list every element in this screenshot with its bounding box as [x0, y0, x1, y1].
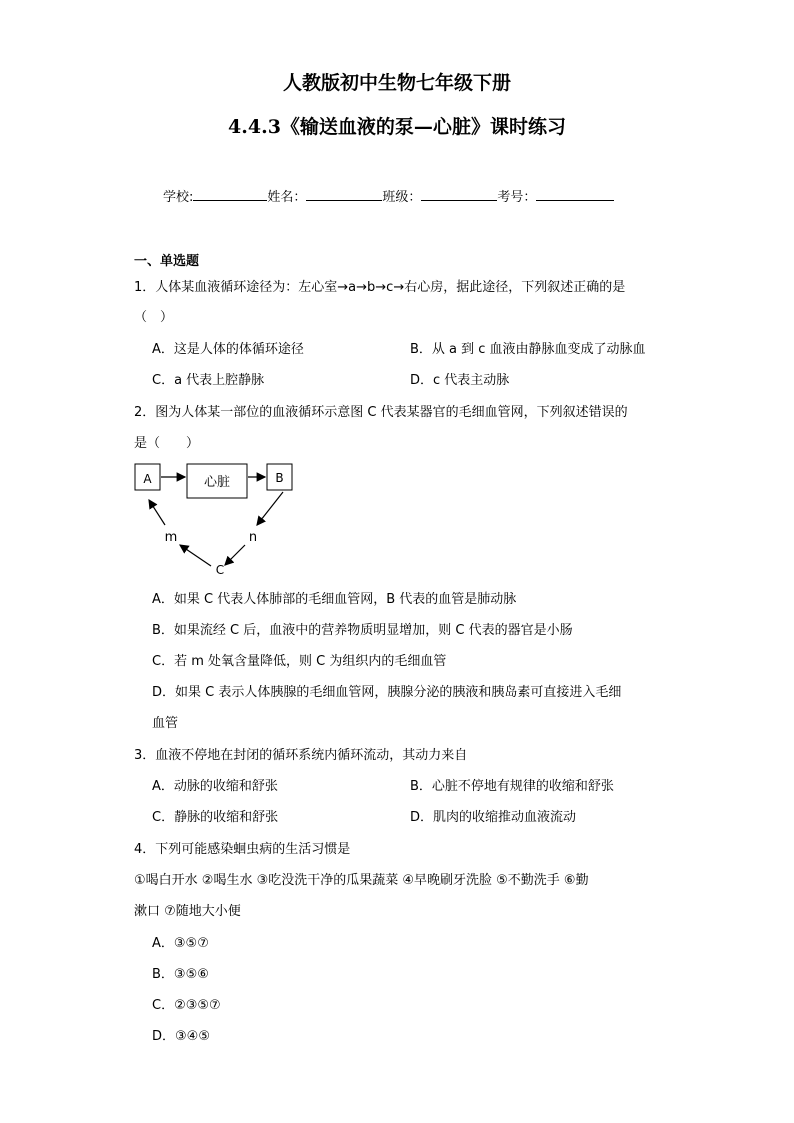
q2-option-d: D．如果 C 表示人体胰腺的毛细血管网，胰腺分泌的胰液和胰岛素可直接进入毛细 [152, 685, 622, 700]
section-heading: 一、单选题 [134, 254, 200, 269]
q2-option-a: A．如果 C 代表人体肺部的毛细血管网，B 代表的血管是肺动脉 [152, 592, 517, 607]
q3-stem: 3．血液不停地在封闭的循环系统内循环流动，其动力来自 [134, 748, 468, 763]
q3-option-b: B．心脏不停地有规律的收缩和舒张 [410, 779, 614, 794]
box-b-label: B [275, 471, 284, 485]
q4-habits-cont: 漱口 ⑦随地大小便 [134, 904, 241, 919]
school-label: 学校: [163, 190, 194, 205]
exam-no-blank[interactable] [536, 186, 614, 201]
q2-option-d-cont: 血管 [152, 716, 179, 731]
q2-stem-cont: 是（ ） [134, 436, 200, 451]
arrow-m-a [149, 500, 165, 525]
page-title: 人教版初中生物七年级下册 [282, 72, 511, 94]
q1-option-d: D．c 代表主动脉 [410, 373, 510, 388]
q4-option-d: D．③④⑤ [152, 1029, 210, 1044]
q3-option-c: C．静脉的收缩和舒张 [152, 810, 279, 825]
q1-option-a: A．这是人体的体循环途径 [152, 342, 304, 357]
arrow-b-n [257, 492, 283, 525]
q3-option-a: A．动脉的收缩和舒张 [152, 779, 278, 794]
q1-option-b: B．从 a 到 c 血液由静脉血变成了动脉血 [410, 342, 646, 357]
q4-stem: 4．下列可能感染蛔虫病的生活习惯是 [134, 842, 351, 857]
class-blank[interactable] [421, 186, 497, 201]
student-info-line [163, 186, 614, 205]
arrow-c-m [180, 545, 211, 566]
q1-stem-cont: （ ） [134, 310, 174, 325]
q4-habits: ①喝白开水 ②喝生水 ③吃没洗干净的瓜果蔬菜 ④早晚刷牙洗脸 ⑤不勤洗手 ⑥勤 [134, 873, 589, 888]
page-subtitle: 4.4.3《输送血液的泵—心脏》课时练习 [228, 116, 566, 138]
label-n: n [248, 530, 258, 545]
q2-option-b: B．如果流经 C 后，血液中的营养物质明显增加，则 C 代表的器官是小肠 [152, 623, 573, 638]
exam-no-label: 考号： [497, 190, 537, 205]
class-label: 班级： [382, 190, 422, 205]
q4-option-a: A．③⑤⑦ [152, 936, 209, 951]
school-blank[interactable] [193, 186, 267, 201]
q1-option-c: C．a 代表上腔静脉 [152, 373, 265, 388]
name-blank[interactable] [306, 186, 382, 201]
arrow-n-c [225, 545, 245, 565]
q2-option-c: C．若 m 处氧含量降低，则 C 为组织内的毛细血管 [152, 654, 447, 669]
label-m: m [164, 530, 178, 545]
name-label: 姓名： [267, 190, 307, 205]
q1-stem: 1．人体某血液循环途径为：左心室→a→b→c→右心房，据此途径，下列叙述正确的是 [134, 280, 626, 295]
q4-option-c: C．②③⑤⑦ [152, 998, 221, 1013]
q3-option-d: D．肌肉的收缩推动血液流动 [410, 810, 577, 825]
label-c: C [215, 563, 225, 577]
box-heart-label: 心脏 [203, 475, 231, 490]
box-a-label: A [143, 472, 152, 486]
q2-stem: 2．图为人体某一部位的血液循环示意图 C 代表某器官的毛细血管网，下列叙述错误的 [134, 405, 628, 420]
circulation-diagram [125, 455, 325, 580]
q4-option-b: B．③⑤⑥ [152, 967, 209, 982]
